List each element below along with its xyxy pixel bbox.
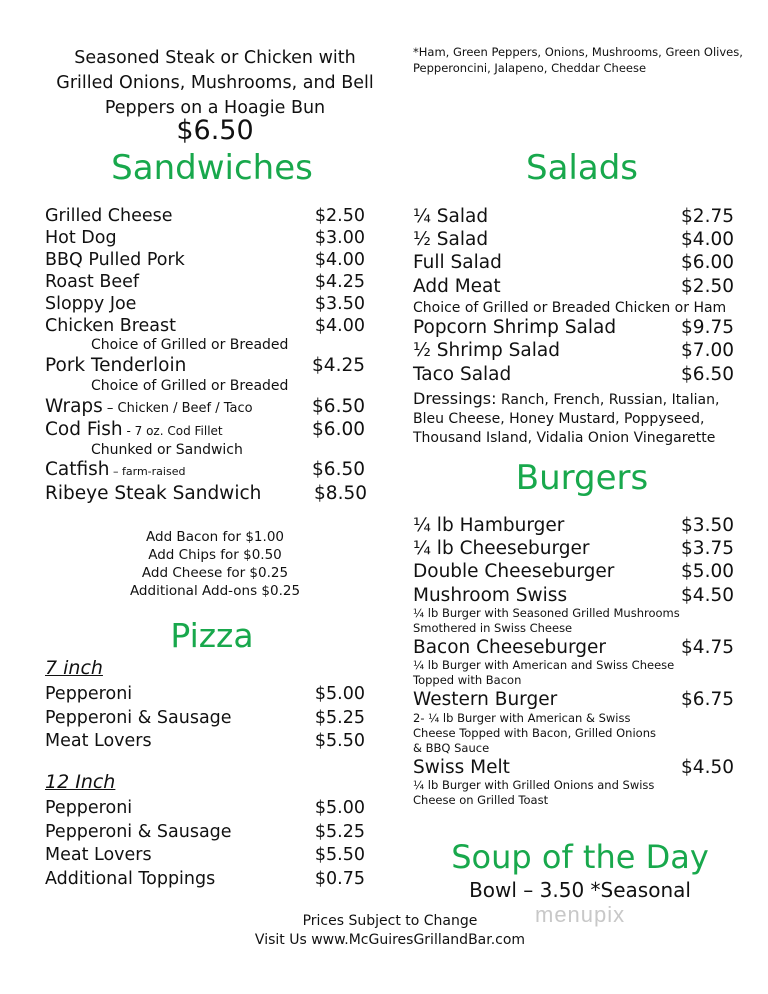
item-name: Bacon Cheeseburger	[413, 637, 607, 658]
item-price: $3.50	[681, 515, 734, 536]
pork-note: Choice of Grilled or Breaded	[91, 378, 289, 394]
salad-row-popcorn-shrimp	[413, 317, 734, 339]
item-name: ¼ Salad	[413, 206, 489, 227]
item-price: $5.00	[681, 561, 734, 582]
item-price: $4.00	[681, 229, 734, 250]
hero-desc-line-1: Seasoned Steak or Chicken with	[74, 48, 356, 68]
item-price: $5.50	[314, 731, 365, 751]
item-price: $9.75	[681, 317, 734, 338]
salad-row-add-meat	[413, 276, 734, 298]
item-price: $5.50	[314, 845, 365, 865]
item-name: Roast Beef	[45, 272, 140, 292]
salad-dressings	[413, 389, 753, 448]
sandwiches-title: Sandwiches	[111, 148, 313, 188]
salad-meat-note: Choice of Grilled or Breaded Chicken or Ham	[413, 300, 727, 316]
western-note-line-3: & BBQ Sauce	[413, 741, 490, 755]
item-name: ¼ lb Cheeseburger	[413, 538, 590, 559]
item-name: Meat Lovers	[45, 845, 152, 865]
item-name: Pepperoni	[45, 798, 133, 818]
burger-row-cheeseburger	[413, 538, 734, 560]
item-price: $4.00	[314, 316, 365, 336]
western-note-line-2: Cheese Topped with Bacon, Grilled Onions	[413, 726, 656, 740]
western-note	[413, 711, 656, 756]
burger-row-mushroom-swiss	[413, 585, 734, 607]
item-name: Western Burger	[413, 689, 558, 710]
addon-bacon: Add Bacon for $1.00	[146, 529, 284, 545]
item-price: $8.50	[314, 483, 367, 504]
burger-row-western	[413, 689, 734, 711]
burger-row-double-cheeseburger	[413, 561, 734, 583]
item-price: $5.25	[314, 822, 365, 842]
pizza7-row-pepperoni-sausage	[45, 707, 365, 729]
salad-row-half	[413, 229, 734, 251]
item-name: Pepperoni & Sausage	[45, 822, 232, 842]
item-name: Wraps	[45, 396, 103, 417]
item-name: Ribeye Steak Sandwich	[45, 483, 262, 504]
mushroom-note	[413, 606, 680, 636]
item-detail: - 7 oz. Cod Fillet	[122, 424, 223, 438]
item-name: BBQ Pulled Pork	[45, 250, 185, 270]
item-price: $5.00	[314, 684, 365, 704]
item-price: $0.75	[314, 869, 365, 889]
item-name: Double Cheeseburger	[413, 561, 615, 582]
sandwich-row-cod-fish	[45, 419, 365, 442]
burgers-title: Burgers	[515, 458, 649, 498]
item-name: Full Salad	[413, 252, 502, 273]
salad-row-full	[413, 252, 734, 274]
item-name: Add Meat	[413, 276, 501, 297]
item-name: Hot Dog	[45, 228, 117, 248]
item-name: Sloppy Joe	[45, 294, 137, 314]
item-price: $3.00	[314, 228, 365, 248]
footer	[190, 912, 590, 950]
dressings-label: Dressings:	[413, 389, 497, 408]
hero-desc-line-3: Peppers on a Hoagie Bun	[104, 98, 326, 118]
sandwich-row-hot-dog	[45, 227, 365, 249]
item-name: Pepperoni & Sausage	[45, 708, 232, 728]
hero-price: $6.50	[176, 115, 254, 146]
item-price: $6.50	[312, 396, 365, 417]
item-price: $2.75	[681, 206, 734, 227]
item-name: ½ Salad	[413, 229, 489, 250]
item-price: $6.00	[312, 419, 365, 440]
pizza12-row-pepperoni	[45, 797, 365, 819]
burger-row-swiss-melt	[413, 757, 734, 779]
hero-note	[413, 44, 763, 76]
item-name: ¼ lb Hamburger	[413, 515, 565, 536]
item-price: $4.25	[312, 355, 365, 376]
item-name: Chicken Breast	[45, 316, 177, 336]
item-price: $7.00	[681, 340, 734, 361]
item-price: $4.00	[314, 250, 365, 270]
salad-row-quarter	[413, 206, 734, 228]
salads-title: Salads	[526, 148, 638, 188]
salad-row-taco	[413, 364, 734, 386]
mushroom-note-line-2: Smothered in Swiss Cheese	[413, 621, 573, 635]
bacon-note-line-2: Topped with Bacon	[413, 673, 522, 687]
melt-note	[413, 778, 654, 808]
item-price: $4.25	[314, 272, 365, 292]
item-name: Additional Toppings	[45, 869, 216, 889]
hero-note-line-2: Pepperoncini, Jalapeno, Cheddar Cheese	[413, 61, 647, 75]
footer-line-2: Visit Us www.McGuiresGrillandBar.com	[254, 932, 526, 948]
sandwich-row-bbq-pulled-pork	[45, 249, 365, 271]
item-name: Grilled Cheese	[45, 206, 173, 226]
sandwich-row-roast-beef	[45, 271, 365, 293]
dressings-line-3: Thousand Island, Vidalia Onion Vinegarette	[413, 430, 716, 446]
mushroom-note-line-1: ¼ lb Burger with Seasoned Grilled Mushrooms	[413, 606, 680, 620]
pizza-size-12: 12 Inch	[45, 771, 116, 793]
item-name: Popcorn Shrimp Salad	[413, 317, 617, 338]
item-price: $6.00	[681, 252, 734, 273]
item-price: $4.50	[681, 585, 734, 606]
sandwich-row-ribeye	[45, 483, 367, 505]
soup-line: Bowl – 3.50 *Seasonal	[469, 878, 691, 902]
item-detail: – Chicken / Beef / Taco	[102, 401, 253, 416]
item-price: $3.50	[314, 294, 365, 314]
hero-desc-line-2: Grilled Onions, Mushrooms, and Bell	[56, 73, 374, 93]
item-detail: – farm-raised	[109, 465, 186, 478]
item-name: Pork Tenderloin	[45, 355, 187, 376]
cod-note: Chunked or Sandwich	[91, 442, 243, 458]
melt-note-line-1: ¼ lb Burger with Grilled Onions and Swiss	[413, 778, 655, 792]
bacon-note-line-1: ¼ lb Burger with American and Swiss Cheese	[413, 658, 675, 672]
pizza12-row-meat-lovers	[45, 844, 365, 866]
pizza-title: Pizza	[170, 616, 254, 655]
dressings-line-2: Bleu Cheese, Honey Mustard, Poppyseed,	[413, 411, 705, 427]
sandwich-row-wraps	[45, 396, 365, 420]
sandwich-row-grilled-cheese	[45, 205, 365, 227]
watermark-logo: menupix	[535, 902, 626, 927]
item-name: Swiss Melt	[413, 757, 510, 778]
item-price: $2.50	[681, 276, 734, 297]
pizza7-row-pepperoni	[45, 683, 365, 705]
burger-row-hamburger	[413, 515, 734, 537]
item-name: Taco Salad	[413, 364, 512, 385]
item-name: ½ Shrimp Salad	[413, 340, 560, 361]
pizza12-row-additional-toppings	[45, 868, 365, 890]
item-price: $4.75	[681, 637, 734, 658]
sandwich-row-sloppy-joe	[45, 293, 365, 315]
item-name: Cod Fish	[45, 419, 123, 440]
pizza-size-7: 7 inch	[45, 657, 103, 679]
burger-row-bacon-cheeseburger	[413, 637, 734, 659]
pizza7-row-meat-lovers	[45, 730, 365, 752]
sandwich-addons	[90, 528, 340, 600]
hero-note-line-1: *Ham, Green Peppers, Onions, Mushrooms, Green Olives,	[413, 45, 743, 59]
addon-chips: Add Chips for $0.50	[148, 547, 282, 563]
item-price: $6.50	[681, 364, 734, 385]
melt-note-line-2: Cheese on Grilled Toast	[413, 793, 549, 807]
footer-line-1: Prices Subject to Change	[302, 913, 478, 929]
addon-additional: Additional Add-ons $0.25	[129, 583, 301, 599]
salad-row-half-shrimp	[413, 340, 734, 362]
chicken-note: Choice of Grilled or Breaded	[91, 337, 289, 353]
pizza12-row-pepperoni-sausage	[45, 821, 365, 843]
item-price: $6.50	[312, 459, 365, 480]
item-name: Catfish	[45, 459, 110, 480]
item-price: $2.50	[314, 206, 365, 226]
addon-cheese: Add Cheese for $0.25	[141, 565, 289, 581]
bacon-note	[413, 658, 674, 688]
sandwich-row-chicken-breast	[45, 315, 365, 337]
item-price: $3.75	[681, 538, 734, 559]
western-note-line-1: 2- ¼ lb Burger with American & Swiss	[413, 711, 631, 725]
item-price: $5.00	[314, 798, 365, 818]
item-price: $4.50	[681, 757, 734, 778]
item-name: Pepperoni	[45, 684, 133, 704]
item-price: $5.25	[314, 708, 365, 728]
item-price: $6.75	[681, 689, 734, 710]
item-name: Mushroom Swiss	[413, 585, 568, 606]
sandwich-row-catfish	[45, 459, 365, 483]
hero-description	[40, 46, 390, 121]
sandwich-row-pork-tenderloin	[45, 355, 365, 377]
dressings-line-1: Ranch, French, Russian, Italian,	[496, 392, 720, 408]
soup-title: Soup of the Day	[451, 838, 709, 876]
item-name: Meat Lovers	[45, 731, 152, 751]
